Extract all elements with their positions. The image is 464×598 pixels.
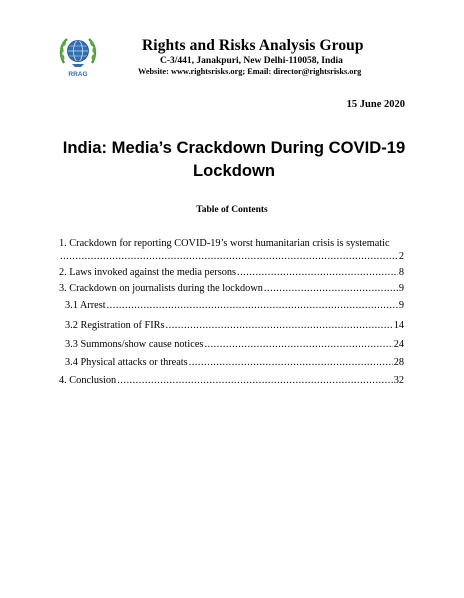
toc-entry-page: 28	[393, 357, 404, 368]
rrag-logo-icon	[58, 33, 98, 79]
toc-entry-page: 24	[393, 339, 404, 350]
toc-leader	[60, 250, 398, 263]
toc-entry-page: 9	[398, 283, 404, 294]
toc-leader	[237, 266, 398, 279]
toc-leader	[166, 319, 393, 332]
organization-address: C-3/441, Janakpuri, New Delhi-110058, India	[160, 56, 343, 66]
toc-entry-page: 8	[398, 267, 404, 278]
toc-leader	[117, 374, 392, 387]
document-date: 15 June 2020	[346, 99, 405, 110]
toc-entry-4[interactable]	[59, 374, 404, 387]
toc-entry-page: 14	[393, 320, 404, 331]
toc-leader	[107, 299, 398, 312]
toc-entry-3-4[interactable]	[59, 356, 404, 369]
toc-leader	[204, 338, 392, 351]
toc-leader	[264, 282, 398, 295]
toc-entry-label: 3.1 Arrest	[65, 300, 106, 311]
toc-leader	[189, 356, 393, 369]
toc-entry-page: 9	[398, 300, 404, 311]
toc-entry-1[interactable]	[59, 237, 404, 250]
toc-entry-label: 3.3 Summons/show cause notices	[65, 339, 204, 350]
toc-entry-3-2[interactable]	[59, 319, 404, 332]
toc-entry-page: 2	[398, 251, 404, 262]
toc-entry-label: 3.4 Physical attacks or threats	[65, 357, 188, 368]
toc-entry-page: 32	[393, 375, 404, 386]
toc-entry-label: 2. Laws invoked against the media persons	[59, 267, 237, 278]
toc-entry-3[interactable]	[59, 282, 404, 295]
toc-entry-label: 1. Crackdown for reporting COVID-19’s worst humanitarian crisis is systematic	[59, 238, 390, 249]
toc-entry-label: 3.2 Registration of FIRs	[65, 320, 165, 331]
toc-entry-label: 4. Conclusion	[59, 375, 117, 386]
document-title: India: Media’s Crackdown During COVID-19 Lockdown	[62, 138, 406, 180]
toc-entry-3-3[interactable]	[59, 338, 404, 351]
toc-entry-1-continuation[interactable]	[59, 250, 404, 263]
organization-contact: Website: www.rightsrisks.org; Email: director@rightsrisks.org	[138, 67, 362, 76]
toc-entry-2[interactable]	[59, 266, 404, 279]
toc-entry-3-1[interactable]	[59, 299, 404, 312]
logo-text: RRAG	[68, 71, 88, 78]
toc-entry-label: 3. Crackdown on journalists during the lockdown	[59, 283, 263, 294]
organization-name: Rights and Risks Analysis Group	[142, 37, 364, 54]
toc-heading: Table of Contents	[196, 205, 268, 215]
